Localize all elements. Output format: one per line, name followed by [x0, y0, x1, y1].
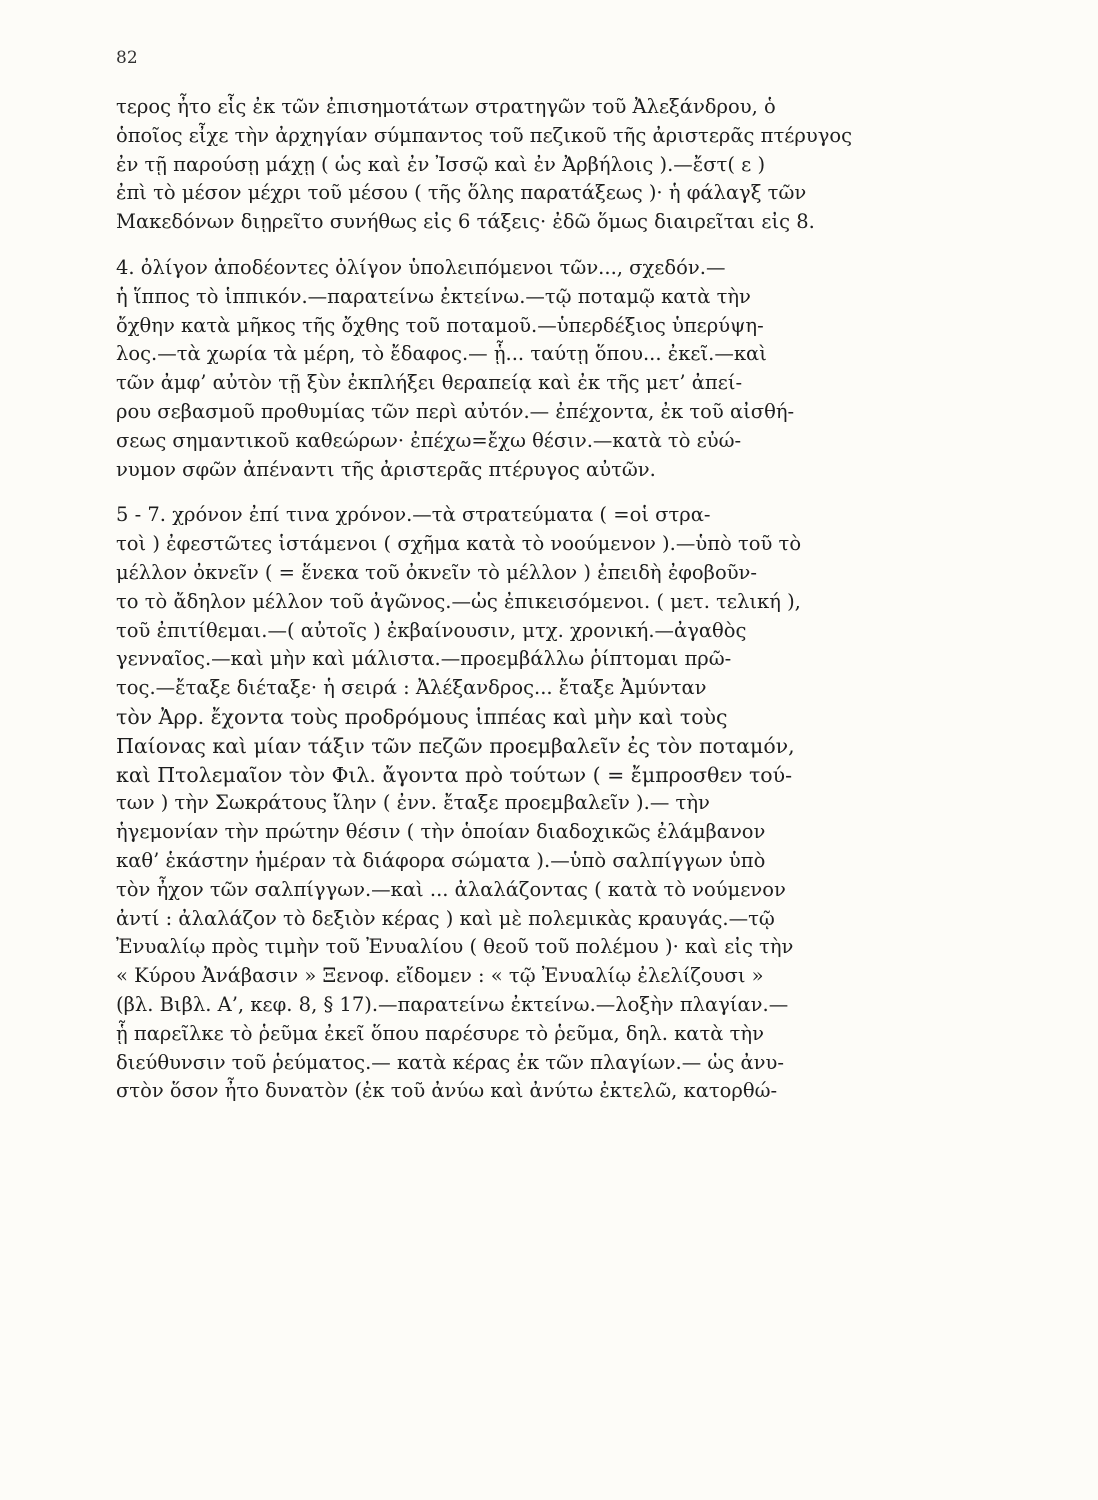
text-line: (βλ. Βιβλ. Α’, κεφ. 8, § 17).—παρατείνω ἐκτείνω.—λοξὴν πλαγίαν.— [116, 992, 789, 1016]
text-line: « Κύρου Ἀνάβασιν » Ξενοφ. εἴδομεν : « τῷ Ἐνυαλίῳ ἐλελίζουσι » [116, 964, 764, 988]
commentary-text [116, 93, 968, 1106]
text-line: ἐπὶ τὸ μέσον μέχρι τοῦ μέσου ( τῆς ὅλης παρατάξεως )· ἡ φάλαγξ τῶν [116, 181, 807, 205]
text-line: μέλλον ὀκνεῖν ( = ἕνεκα τοῦ ὀκνεῖν τὸ μέλλον ) ἐπειδὴ ἐφοβοῦν- [116, 560, 757, 584]
text-line: το τὸ ἄδηλον μέλλον τοῦ ἀγῶνος.—ὡς ἐπικεισόμενοι. ( μετ. τελική ), [116, 589, 801, 613]
text-line: 5 - 7. χρόνον ἐπί τινα χρόνον.—τὰ στρατεύματα ( =οἱ στρα- [116, 503, 711, 527]
text-line: νυμον σφῶν ἀπέναντι τῆς ἀριστερᾶς πτέρυγος αὐτῶν. [116, 457, 656, 481]
text-line: ᾗ παρεῖλκε τὸ ῥεῦμα ἐκεῖ ὅπου παρέσυρε τὸ ῥεῦμα, δηλ. κατὰ τὴν [116, 1021, 764, 1045]
text-line: ρου σεβασμοῦ προθυμίας τῶν περὶ αὐτόν.— ἐπέχοντα, ἐκ τοῦ αἰσθή- [116, 399, 795, 423]
text-line: ἡ ἵππος τὸ ἱππικόν.—παρατείνω ἐκτείνω.—τῷ ποταμῷ κατὰ τὴν [116, 284, 751, 308]
text-line: γενναῖος.—καὶ μὴν καὶ μάλιστα.—προεμβάλλω ῥίπτομαι πρῶ- [116, 647, 732, 671]
text-line: των ) τὴν Σωκράτους ἴλην ( ἐνν. ἔταξε προεμβαλεῖν ).— τὴν [116, 791, 710, 815]
text-line: διεύθυνσιν τοῦ ῥεύματος.— κατὰ κέρας ἐκ τῶν πλαγίων.— ὡς ἀνυ- [116, 1050, 784, 1074]
text-line: ἀντί : ἀλαλάζον τὸ δεξιὸν κέρας ) καὶ μὲ πολεμικὰς κραυγάς.—τῷ [116, 906, 775, 930]
text-line: Παίονας καὶ μίαν τάξιν τῶν πεζῶν προεμβαλεῖν ἐς τὸν ποταμόν, [116, 733, 795, 758]
paragraph-1 [116, 93, 968, 237]
text-line: τοὶ ) ἐφεστῶτες ἱστάμενοι ( σχῆμα κατὰ τὸ νοούμενον ).—ὑπὸ τοῦ τὸ [116, 532, 802, 556]
text-line: 4. ὀλίγον ἀποδέοντες ὀλίγον ὑπολειπόμενοι τῶν..., σχεδόν.— [116, 255, 726, 279]
page-number: 82 [116, 48, 138, 68]
text-line: τος.—ἔταξε διέταξε· ἡ σειρά : Ἀλέξανδρος... ἔταξε Ἀμύνταν [116, 676, 707, 700]
text-line: τερος ἦτο εἷς ἐκ τῶν ἐπισημοτάτων στρατηγῶν τοῦ Ἀλεξάνδρου, ὁ [116, 95, 776, 118]
text-line: τὸν ἦχον τῶν σαλπίγγων.—καὶ ... ἀλαλάζοντας ( κατὰ τὸ νούμενον [116, 877, 786, 901]
text-line: Ἐνυαλίῳ πρὸς τιμὴν τοῦ Ἐνυαλίου ( θεοῦ τοῦ πολέμου )· καὶ εἰς τὴν [116, 935, 794, 959]
text-line: λος.—τὰ χωρία τὰ μέρη, τὸ ἔδαφος.— ᾗ... ταύτῃ ὅπου... ἐκεῖ.—καὶ [116, 342, 767, 366]
text-line: καὶ Πτολεμαῖον τὸν Φιλ. ἄγοντα πρὸ τούτων ( = ἔμπροσθεν τού- [116, 762, 793, 787]
text-line: τῶν ἀμφ’ αὐτὸν τῇ ξὺν ἐκπλήξει θεραπείᾳ καὶ ἐκ τῆς μετ’ ἀπεί- [116, 371, 743, 395]
text-line: στὸν ὅσον ἦτο δυνατὸν (ἐκ τοῦ ἀνύω καὶ ἀνύτω ἐκτελῶ, κατορθώ- [116, 1079, 778, 1103]
text-line: καθ’ ἑκάστην ἡμέραν τὰ διάφορα σώματα ).—ὑπὸ σαλπίγγων ὑπὸ [116, 848, 766, 872]
text-line: σεως σημαντικοῦ καθεώρων· ἐπέχω=ἔχω θέσιν.—κατὰ τὸ εὐώ- [116, 428, 742, 452]
text-line: ὄχθην κατὰ μῆκος τῆς ὄχθης τοῦ ποταμοῦ.—ὑπερδέξιος ὑπερύψη- [116, 313, 764, 337]
text-line: ὁποῖος εἶχε τὴν ἀρχηγίαν σύμπαντος τοῦ πεζικοῦ τῆς ἀριστερᾶς πτέρυγος [116, 123, 853, 147]
text-line: τὸν Ἀρρ. ἔχοντα τοὺς προδρόμους ἱππέας καὶ μὴν καὶ τοὺς [116, 704, 728, 729]
paragraph-2 [116, 254, 968, 484]
text-line: τοῦ ἐπιτίθεμαι.—( αὐτοῖς ) ἐκβαίνουσιν, μτχ. χρονική.—ἀγαθὸς [116, 618, 747, 642]
text-line: Μακεδόνων διῃρεῖτο συνήθως εἰς 6 τάξεις· ἐδῶ ὅμως διαιρεῖται εἰς 8. [116, 210, 815, 234]
text-line: ἡγεμονίαν τὴν πρώτην θέσιν ( τὴν ὁποίαν διαδοχικῶς ἐλάμβανον [116, 820, 766, 844]
text-line: ἐν τῇ παρούσῃ μάχῃ ( ὡς καὶ ἐν Ἰσσῷ καὶ ἐν Ἀρβήλοις ).—ἔστ( ε ) [116, 152, 766, 176]
paragraph-3 [116, 501, 968, 1106]
